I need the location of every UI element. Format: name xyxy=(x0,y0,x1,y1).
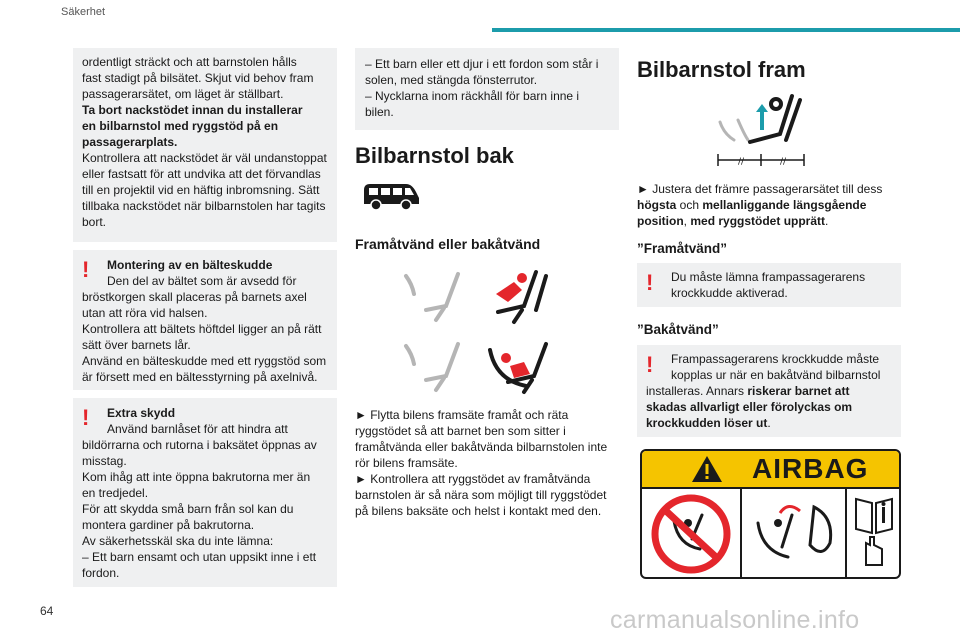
warning-triangle-icon xyxy=(690,454,724,484)
van-icon xyxy=(360,180,422,212)
front-seat-adjust-illustration xyxy=(714,90,810,172)
no-rearward-seat-icon xyxy=(648,493,734,575)
airbag-deploy-icon xyxy=(748,493,840,575)
airbag-label-text: AIRBAG xyxy=(752,453,869,484)
warning-box-extra-protection: ! Extra skydd Använd barnlåset för att hindra att bildörrarna och rutorna i baksätet öppnas av misstag. Kom ihåg att inte öppna bakrutorna mer än en tredjedel. För att skydda små barn från sol kan du montera gardiner på bakrutorna. Av säkerhetsskäl ska du inte lämna: – Ett barn ensamt och utan uppsikt inne i ett fordon. xyxy=(73,398,337,587)
read-manual-icon xyxy=(852,493,896,575)
rearward-facing-seat-illustration xyxy=(398,336,558,396)
header-accent-bar xyxy=(492,28,960,32)
heading-rear-child-seat: Bilbarnstol bak xyxy=(355,143,514,168)
heading-rearward-facing: ”Bakåtvänd” xyxy=(637,322,719,337)
warning-box-rearward-airbag: ! Frampassagerarens krockkudde måste kopplas ur när en bakåtvänd bilbarnstol installeras. Annars riskerar barnet att skadas allvarligt eller förolyckas om krockkudden löser ut. xyxy=(637,345,901,437)
heading-front-child-seat: Bilbarnstol fram xyxy=(637,57,806,82)
warning-box-belt-cushion: ! Montering av en bälteskudde Den del av bältet som är avsedd för bröstkorgen skall placeras på barnets axel utan att röra vid halsen. Kontrollera att bältets höftdel ligger an på rätt sätt över barnets lår. Använd en bälteskudde med ett ryggstöd som är försett med en bältesstyrning på axelnivå. xyxy=(73,250,337,390)
forward-facing-seat-illustration xyxy=(398,266,558,326)
section-title: Säkerhet xyxy=(61,6,106,18)
warning-icon: ! xyxy=(82,257,90,282)
subheading-forward-rearward: Framåtvänd eller bakåtvänd xyxy=(355,236,541,252)
front-seat-instructions: ► Justera det främre passagerarsätet till dess högsta och mellanliggande längsgående position, med ryggstödet upprätt. xyxy=(637,182,883,228)
warning-icon: ! xyxy=(646,352,654,377)
rear-seat-instructions: ► Flytta bilens framsäte framåt och räta ryggstödet så att barnet ben som sitter i framåtvända eller bakåtvända bilbarnstolen inte rör bilens framsäte. ► Kontrollera att ryggstödet av framåtvända barnstolen är så nära som möjligt till ryggstödet på bilens baksäte och helst i kontakt med den. xyxy=(355,408,608,518)
svg-text://: // xyxy=(780,157,787,167)
info-box-headrest: ordentligt sträckt och att barnstolen hålls fast stadigt på bilsätet. Skjut vid behov fram passagerarsätet, om läget är ställbart. Ta bort nackstödet innan du installerar en bilbarnstol med ryggstöd på en passagerarplats. Kontrollera att nackstödet är väl undanstoppat eller fastsatt för att undvika att det förvandlas till en projektil vid en häftig inbromsning. Sätt tillbaka nackstödet när bilbarnstolen har tagits bort. xyxy=(73,48,337,242)
svg-text://: // xyxy=(738,157,745,167)
heading-forward-facing: ”Framåtvänd” xyxy=(637,241,728,256)
warning-icon: ! xyxy=(82,405,90,430)
warning-box-forward-airbag: ! Du måste lämna frampassagerarens krockkudde aktiverad. xyxy=(637,263,901,307)
watermark: carmanualsonline.info xyxy=(610,606,860,634)
airbag-warning-label xyxy=(640,449,901,579)
warning-icon: ! xyxy=(646,270,654,295)
page-number: 64 xyxy=(40,604,54,618)
info-box-leave-list: – Ett barn eller ett djur i ett fordon som står i solen, med stängda fönsterrutor. – Nycklarna inom räckhåll för barn inne i bilen. xyxy=(355,48,619,130)
